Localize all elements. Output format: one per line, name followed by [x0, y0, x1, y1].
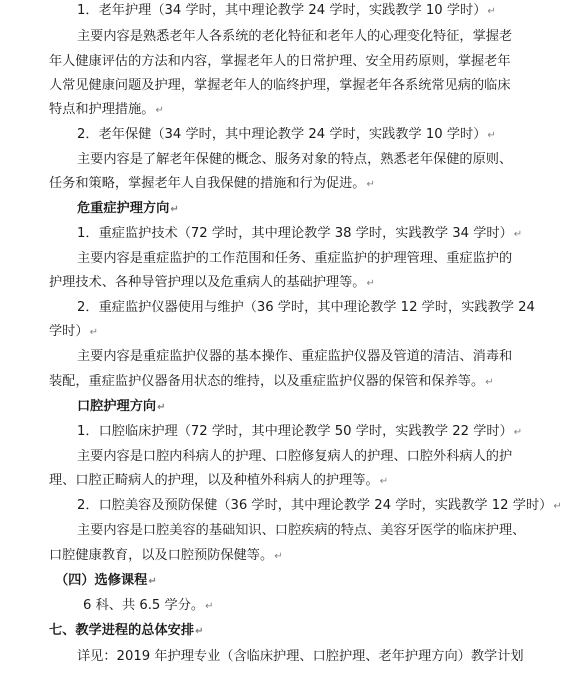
paragraph-mark: ↵ — [513, 427, 523, 438]
paragraph-mark: ↵ — [157, 402, 166, 413]
paragraph-mark: ↵ — [155, 105, 164, 116]
paragraph-mark: ↵ — [487, 130, 496, 141]
paragraph-mark: ↵ — [89, 327, 98, 338]
course-item-icu-equipment: 2．重症监护仪器使用与维护（36 学时，其中理论教学 12 学时，实践教学 24 — [77, 300, 535, 315]
paragraph-line: 主要内容是口腔美容的基础知识、口腔疾病的特点、美容牙医学的临床护理、 — [77, 523, 526, 538]
electives-summary: 6 科、共 6.5 学分。↵ — [83, 598, 214, 613]
paragraph-mark: ↵ — [366, 278, 375, 289]
paragraph-line: 特点和护理措施。↵ — [49, 102, 164, 117]
course-item-oral-clinical: 1．口腔临床护理（72 学时，其中理论教学 50 学时，实践教学 22 学时）↵ — [77, 424, 523, 439]
paragraph-mark: ↵ — [274, 551, 283, 562]
paragraph-line: 主要内容是了解老年保健的概念、服务对象的特点，熟悉老年保健的原则、 — [77, 152, 513, 167]
course-item-oral-cosmetic: 2．口腔美容及预防保健（36 学时，其中理论教学 24 学时，实践教学 12 学时）↵ — [77, 498, 562, 513]
paragraph-line: 主要内容是熟悉老年人各系统的老化特征和老年人的心理变化特征，掌握老 — [77, 29, 513, 44]
paragraph-line: 人常见健康问题及护理，掌握老年人的临终护理，掌握老年各系统常见病的临床 — [49, 78, 511, 93]
paragraph-line: 主要内容是口腔内科病人的护理、口腔修复病人的护理、口腔外科病人的护 — [77, 449, 513, 464]
paragraph-line: 护理技术、各种导管护理以及危重病人的基础护理等。↵ — [49, 275, 375, 290]
course-item-elderly-health: 2．老年保健（34 学时，其中理论教学 24 学时，实践教学 10 学时）↵ — [77, 127, 496, 142]
paragraph-line: 口腔健康教育，以及口腔预防保健等。↵ — [49, 548, 283, 563]
paragraph-mark: ↵ — [148, 576, 157, 587]
section-heading-critical-care: 危重症护理方向↵ — [77, 201, 179, 216]
paragraph-mark: ↵ — [379, 476, 389, 487]
paragraph-mark: ↵ — [485, 377, 494, 388]
paragraph-mark: ↵ — [513, 229, 523, 240]
course-item-icu-tech: 1．重症监护技术（72 学时，其中理论教学 38 学时，实践教学 34 学时）↵ — [77, 226, 523, 241]
paragraph-line: 年人健康评估的方法和内容，掌握老年人的日常护理、安全用药原则，掌握老年 — [49, 54, 511, 69]
section-heading-electives: （四）选修课程↵ — [55, 573, 157, 588]
paragraph-mark: ↵ — [170, 204, 179, 215]
paragraph-line: 学时）↵ — [49, 324, 98, 339]
paragraph-mark: ↵ — [205, 601, 214, 612]
paragraph-mark: ↵ — [487, 6, 496, 17]
paragraph-mark: ↵ — [195, 626, 204, 637]
paragraph-mark: ↵ — [366, 179, 375, 190]
schedule-reference: 详见：2019 年护理专业（含临床护理、口腔护理、老年护理方向）教学计划 — [77, 649, 524, 664]
paragraph-line: 装配，重症监护仪器备用状态的维持，以及重症监护仪器的保管和保养等。↵ — [49, 374, 494, 389]
course-item-elderly-care: 1．老年护理（34 学时，其中理论教学 24 学时，实践教学 10 学时）↵ — [77, 3, 496, 18]
paragraph-line: 理、口腔正畸病人的护理，以及种植外科病人的护理等。↵ — [49, 473, 389, 488]
paragraph-mark: ↵ — [553, 501, 562, 512]
paragraph-line: 任务和策略，掌握老年人自我保健的措施和行为促进。↵ — [49, 176, 375, 191]
section-heading-oral-care: 口腔护理方向↵ — [77, 399, 166, 414]
section-heading-teaching-schedule: 七、教学进程的总体安排↵ — [49, 623, 204, 638]
paragraph-line: 主要内容是重症监护仪器的基本操作、重症监护仪器及管道的清洁、消毒和 — [77, 349, 513, 364]
paragraph-line: 主要内容是重症监护的工作范围和任务、重症监护的护理管理、重症监护的 — [77, 251, 513, 266]
